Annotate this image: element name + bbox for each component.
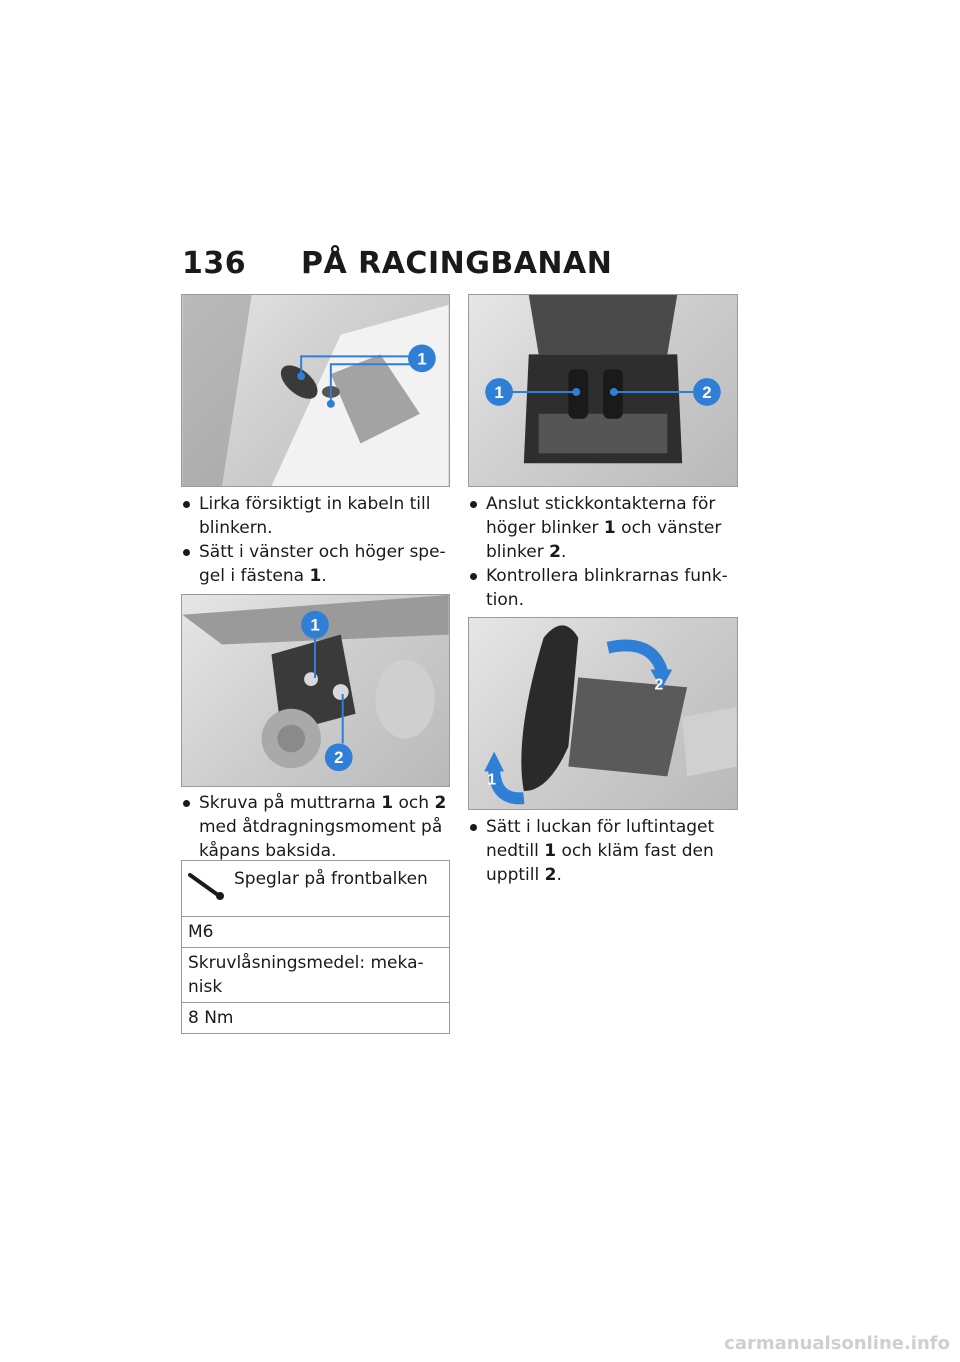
page-title: PÅ RACINGBANAN — [300, 246, 613, 281]
figure-nuts-torque-drawing — [182, 595, 449, 786]
list-item: Kontrollera blinkrarnas funk-tion. — [468, 564, 738, 612]
spec-row-threadlocker: Skruvlåsningsmedel: meka-nisk — [182, 947, 449, 1002]
callout-1: 1 — [487, 771, 497, 789]
callout-2: 2 — [654, 676, 664, 694]
instructions-right-2 — [468, 815, 738, 887]
list-item: Lirka försiktigt in kabeln till blinkern. — [181, 492, 450, 540]
instructions-left-2 — [181, 791, 450, 863]
figure-air-intake-cover-drawing — [469, 618, 737, 809]
figure-nuts-torque — [181, 594, 450, 787]
page-number: 136 — [182, 246, 247, 281]
figure-air-intake-cover — [468, 617, 738, 810]
list-item: Sätt i luckan för luftintaget nedtill 1 och kläm fast den upptill 2. — [468, 815, 738, 887]
callout-1: 1 — [494, 382, 504, 402]
spec-row-thread: M6 — [182, 916, 449, 947]
list-item: Sätt i vänster och höger spe-gel i fästena 1. — [181, 540, 450, 588]
figure-connectors — [468, 294, 738, 487]
spec-table — [181, 860, 450, 1034]
torque-wrench-icon — [188, 873, 228, 901]
callout-2: 2 — [702, 382, 712, 402]
page-header — [182, 246, 612, 281]
figure-connectors-drawing — [469, 295, 737, 486]
callout-1: 1 — [310, 615, 320, 635]
callout-2: 2 — [334, 748, 344, 768]
list-item: Skruva på muttrarna 1 och 2 med åtdragningsmoment på kåpans baksida. — [181, 791, 450, 863]
instructions-right-1 — [468, 492, 738, 612]
spec-title: Speglar på frontbalken — [234, 869, 428, 889]
spec-row-torque: 8 Nm — [182, 1002, 449, 1033]
instructions-left-1 — [181, 492, 450, 588]
spec-table-header — [182, 861, 449, 916]
list-item: Anslut stickkontakterna för höger blinker 1 och vänster blinker 2. — [468, 492, 738, 564]
callout-1: 1 — [417, 349, 427, 369]
figure-mirror-mount-drawing — [182, 295, 449, 486]
figure-mirror-mount — [181, 294, 450, 487]
watermark: carmanualsonline.info — [724, 1333, 950, 1354]
